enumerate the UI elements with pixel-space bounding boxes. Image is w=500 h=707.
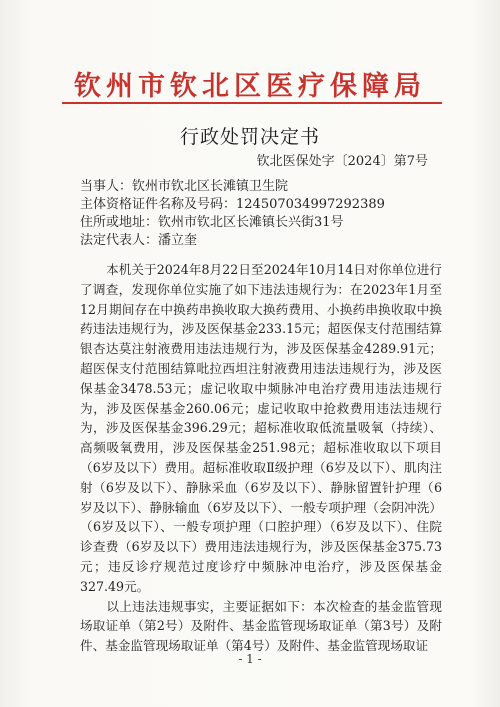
field-license: [80, 196, 440, 214]
document-number: 钦北医保处字〔2024〕第7号: [256, 154, 428, 169]
paragraph-text: 本机关于2024年8月22日至2024年10月14日对你单位进行了调查，发现你单位实施了如下违法违规行为：在2023年1月至12月期间存在中换药串换收取大换药费用、小换药串换收取中换药违法违规行为，涉及医保基金233.15元；超医保支付范围结算银杏达莫注射液费用违法违规行为，涉及医保基金4289.91元；超医保支付范围结算吡拉西坦注射液费用违法违规行为，涉及医保基金3478.53元；虚记收取中频脉冲电治疗费用违法违规行为，涉及医保基金260.06元；虚记收取中抢救费用违法违规行为，涉及医保基金396.29元；超标准收取低流量吸氧（持续）、高频吸氧费用，涉及医保基金251.98元；超标准收取以下项目（6岁及以下）费用。超标准收取Ⅱ级护理（6岁及以下）、肌肉注射（6岁及以下）、静脉采血（6岁及以下）、静脉留置针护理（6岁及以下）、静脉输血（6岁及以下）、一般专项护理（会阴冲洗）（6岁及以下）、一般专项护理（口腔护理）（6岁及以下）、住院诊查费（6岁及以下）费用违法违规行为，涉及医保基金375.73元；违反诊疗规范过度诊疗中频脉冲电治疗，涉及医保基金327.49元。: [80, 262, 442, 594]
field-label: 主体资格证件名称及号码：: [80, 197, 237, 212]
document-title: 行政处罚决定书: [179, 126, 320, 148]
paragraph-evidence: [80, 597, 442, 656]
field-representative: [80, 232, 440, 250]
org-header: 钦州市钦北区医疗保障局: [74, 71, 426, 102]
paragraph-findings: [80, 260, 442, 597]
field-address: [80, 214, 440, 232]
party-info: [80, 178, 440, 250]
field-label: 当事人：: [80, 179, 133, 194]
field-label: 住所或地址：: [80, 215, 159, 230]
field-party: [80, 178, 440, 196]
field-value: 钦州市钦北区长滩镇长兴街31号: [158, 215, 344, 230]
page-number: - 1 -: [238, 652, 262, 666]
body-text: [80, 260, 442, 656]
field-value: 潘立奎: [158, 233, 198, 248]
paragraph-text: 以上违法违规事实，主要证据如下：本次检查的基金监管现场取证单（第2号）及附件、基金监管现场取证单（第3号）及附件、基金监管现场取证单（第4号）及附件、基金监管现场取证: [80, 598, 442, 654]
red-divider: [62, 102, 442, 104]
field-value: 124507034997292389: [236, 197, 385, 212]
field-label: 法定代表人：: [80, 233, 159, 248]
field-value: 钦州市钦北区长滩镇卫生院: [132, 179, 289, 194]
